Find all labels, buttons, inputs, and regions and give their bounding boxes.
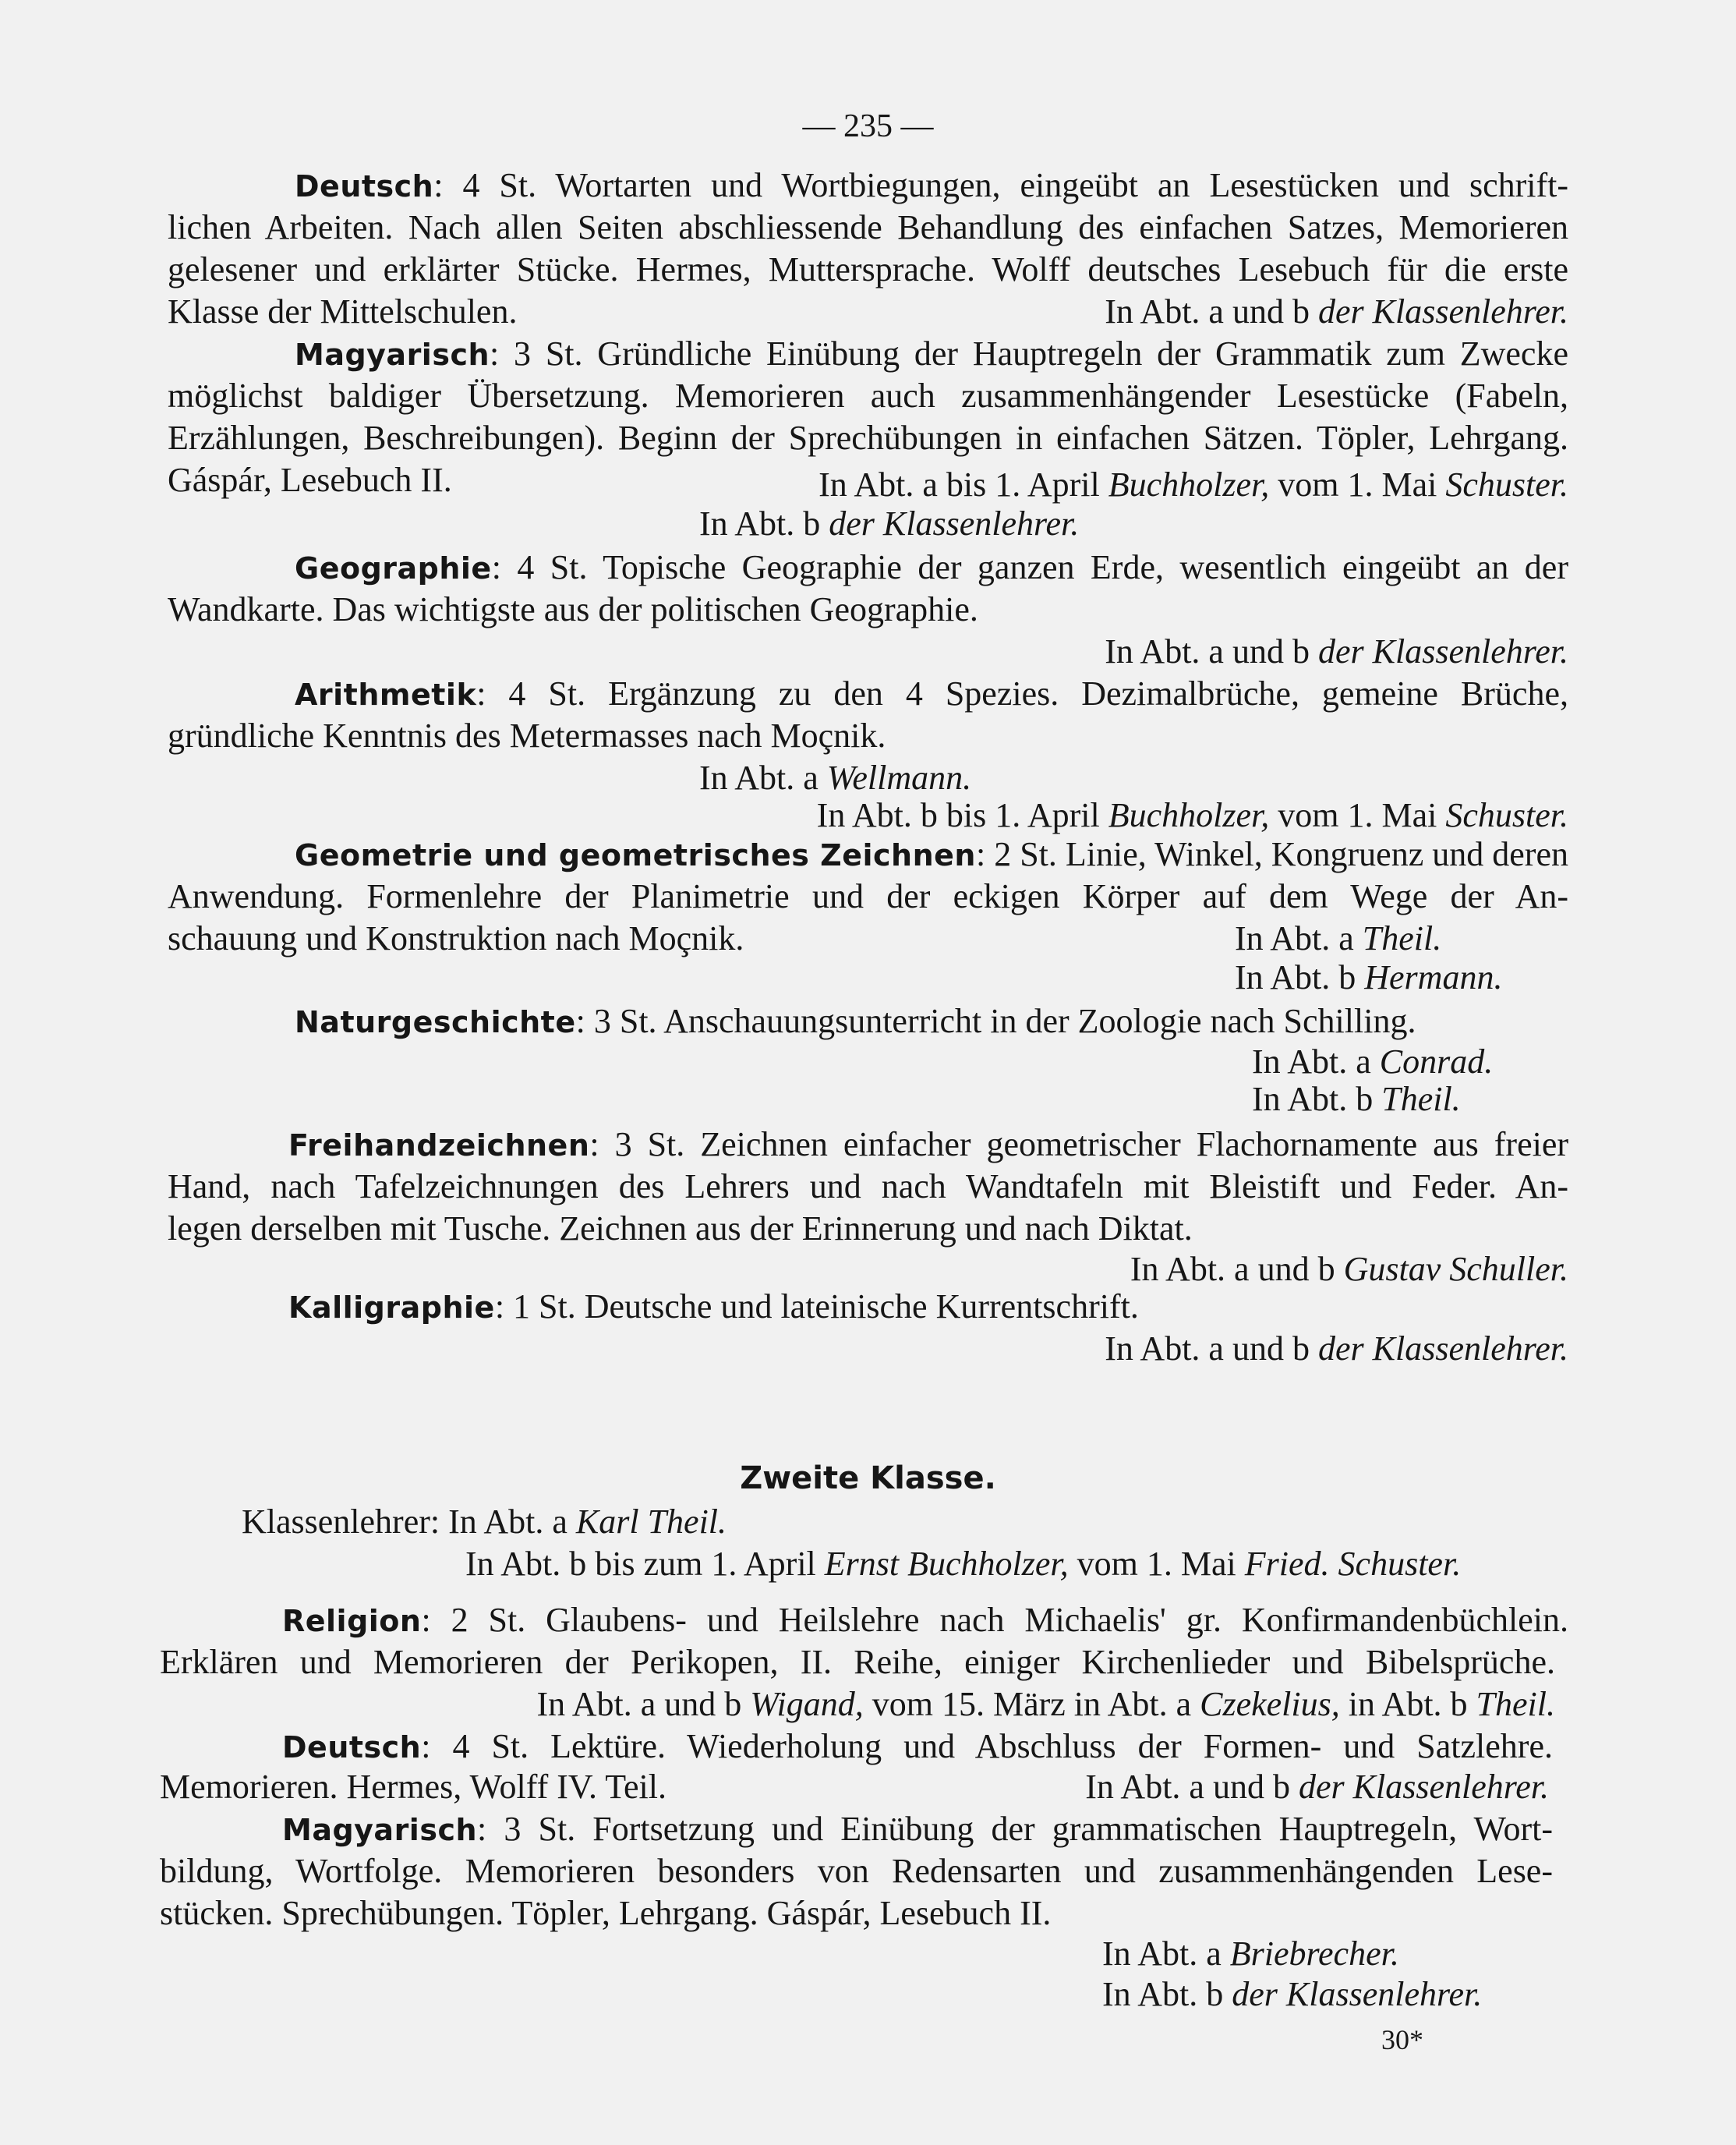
subject-heading: Kalligraphie [288,1290,495,1325]
teacher-assignment: In Abt. a Conrad. [1252,1042,1494,1081]
text-line: stücken. Sprechübungen. Töpler, Lehrgang. Gáspár, Lesebuch II. [160,1894,1052,1932]
teacher-assignment: In Abt. a und b der Klassenlehrer. [1105,292,1568,331]
text-line: Hand, nach Tafelzeichnungen des Lehrers und nach Wandtafeln mit Bleistift und Feder. An- [168,1167,1568,1205]
text-line: Wandkarte. Das wichtigste aus der politischen Geographie. [168,590,978,628]
text-line: schauung und Konstruktion nach Moçnik. [168,919,744,957]
text-line: Klasse der Mittelschulen. [168,292,518,331]
teacher-assignment: In Abt. a und b Gustav Schuller. [1130,1250,1568,1288]
teacher-assignment: In Abt. b Theil. [1252,1080,1461,1118]
section-heading: Zweite Klasse. [740,1460,996,1496]
teacher-assignment: In Abt. a Briebrecher. [1102,1934,1399,1973]
subject-heading: Religion [282,1604,422,1638]
teacher-assignment: In Abt. a bis 1. April Buchholzer, vom 1. Mai Schuster. [819,465,1568,504]
subject-heading: Magyarisch [295,338,490,372]
subject-heading: Magyarisch [282,1813,478,1847]
subject-heading: Freihandzeichnen [288,1128,590,1163]
text-line: Naturgeschichte: 3 St. Anschauungsunterricht in der Zoologie nach Schilling. [295,1002,1416,1040]
text-line: gelesener und erklärter Stücke. Hermes, Muttersprache. Wolff deutsches Lesebuch für die erste [168,250,1568,288]
subject-heading: Deutsch [282,1730,422,1764]
teacher-assignment: In Abt. a und b der Klassenlehrer. [1105,1329,1568,1368]
text-line: Magyarisch: 3 St. Gründliche Einübung der Hauptregeln der Grammatik zum Zwecke [295,334,1568,373]
text-line: Deutsch: 4 St. Wortarten und Wortbiegungen, eingeübt an Lesestücken und schrift- [295,166,1568,204]
text-line: Gáspár, Lesebuch II. [168,461,452,499]
teacher-assignment: In Abt. a und b der Klassenlehrer. [1085,1768,1549,1806]
text-line: legen derselben mit Tusche. Zeichnen aus der Erinnerung und nach Diktat. [168,1209,1193,1248]
text-line: Magyarisch: 3 St. Fortsetzung und Einübung der grammatischen Hauptregeln, Wort- [282,1810,1553,1848]
text-line: Freihandzeichnen: 3 St. Zeichnen einfacher geometrischer Flachornamente aus freier [288,1125,1568,1163]
teacher-assignment: In Abt. a Theil. [1235,919,1442,957]
subject-heading: Geographie [295,551,492,586]
teacher-assignment: In Abt. b der Klassenlehrer. [699,504,1080,543]
subject-heading: Deutsch [295,169,434,204]
signature-mark: 30* [1381,2024,1423,2055]
subject-heading: Arithmetik [295,678,477,712]
text-line: Religion: 2 St. Glaubens- und Heilslehre nach Michaelis' gr. Konfirmandenbüchlein. [282,1601,1568,1639]
subject-heading: Geometrie und geometrisches Zeichnen [295,838,976,873]
teacher-assignment: In Abt. a Wellmann. [699,759,972,797]
teacher-assignment: In Abt. a und b Wigand, vom 15. März in Abt. a Czekelius, in Abt. b Theil. [536,1685,1555,1723]
class-teacher-line: In Abt. b bis zum 1. April Ernst Buchholzer, vom 1. Mai Fried. Schuster. [465,1545,1462,1583]
text-line: Deutsch: 4 St. Lektüre. Wiederholung und Abschluss der Formen- und Satzlehre. [282,1727,1553,1765]
text-line: Memorieren. Hermes, Wolff IV. Teil. [160,1768,666,1806]
text-line: Erzählungen, Beschreibungen). Beginn der Sprechübungen in einfachen Sätzen. Töpler, Lehrgang. [168,419,1568,457]
text-line: möglichst baldiger Übersetzung. Memorieren auch zusammenhängender Lesestücke (Fabeln, [168,377,1568,415]
text-line: lichen Arbeiten. Nach allen Seiten abschliessende Behandlung des einfachen Satzes, Memorieren [168,208,1568,246]
teacher-assignment: In Abt. b bis 1. April Buchholzer, vom 1. Mai Schuster. [816,796,1568,834]
teacher-assignment: In Abt. a und b der Klassenlehrer. [1105,632,1568,671]
teacher-assignment: In Abt. b der Klassenlehrer. [1102,1975,1483,2013]
text-line: Erklären und Memorieren der Perikopen, II. Reihe, einiger Kirchenlieder und Bibelsprüche. [160,1643,1555,1681]
text-line: gründliche Kenntnis des Metermasses nach Moçnik. [168,717,886,755]
text-line: bildung, Wortfolge. Memorieren besonders von Redensarten und zusammenhängenden Lese- [160,1852,1553,1890]
text-line: Kalligraphie: 1 St. Deutsche und lateinische Kurrentschrift. [288,1287,1139,1326]
subject-heading: Naturgeschichte [295,1005,576,1039]
text-line: Geographie: 4 St. Topische Geographie der ganzen Erde, wesentlich eingeübt an der [295,548,1568,586]
teacher-assignment: In Abt. b Hermann. [1235,958,1503,996]
text-line: Arithmetik: 4 St. Ergänzung zu den 4 Spezies. Dezimalbrüche, gemeine Brüche, [295,674,1568,713]
page-number: — 235 — [802,108,934,144]
text-line: Anwendung. Formenlehre der Planimetrie und der eckigen Körper auf dem Wege der An- [168,877,1568,915]
text-line: Geometrie und geometrisches Zeichnen: 2 St. Linie, Winkel, Kongruenz und deren [295,835,1568,873]
class-teacher-line: Klassenlehrer: In Abt. a Karl Theil. [242,1503,727,1541]
